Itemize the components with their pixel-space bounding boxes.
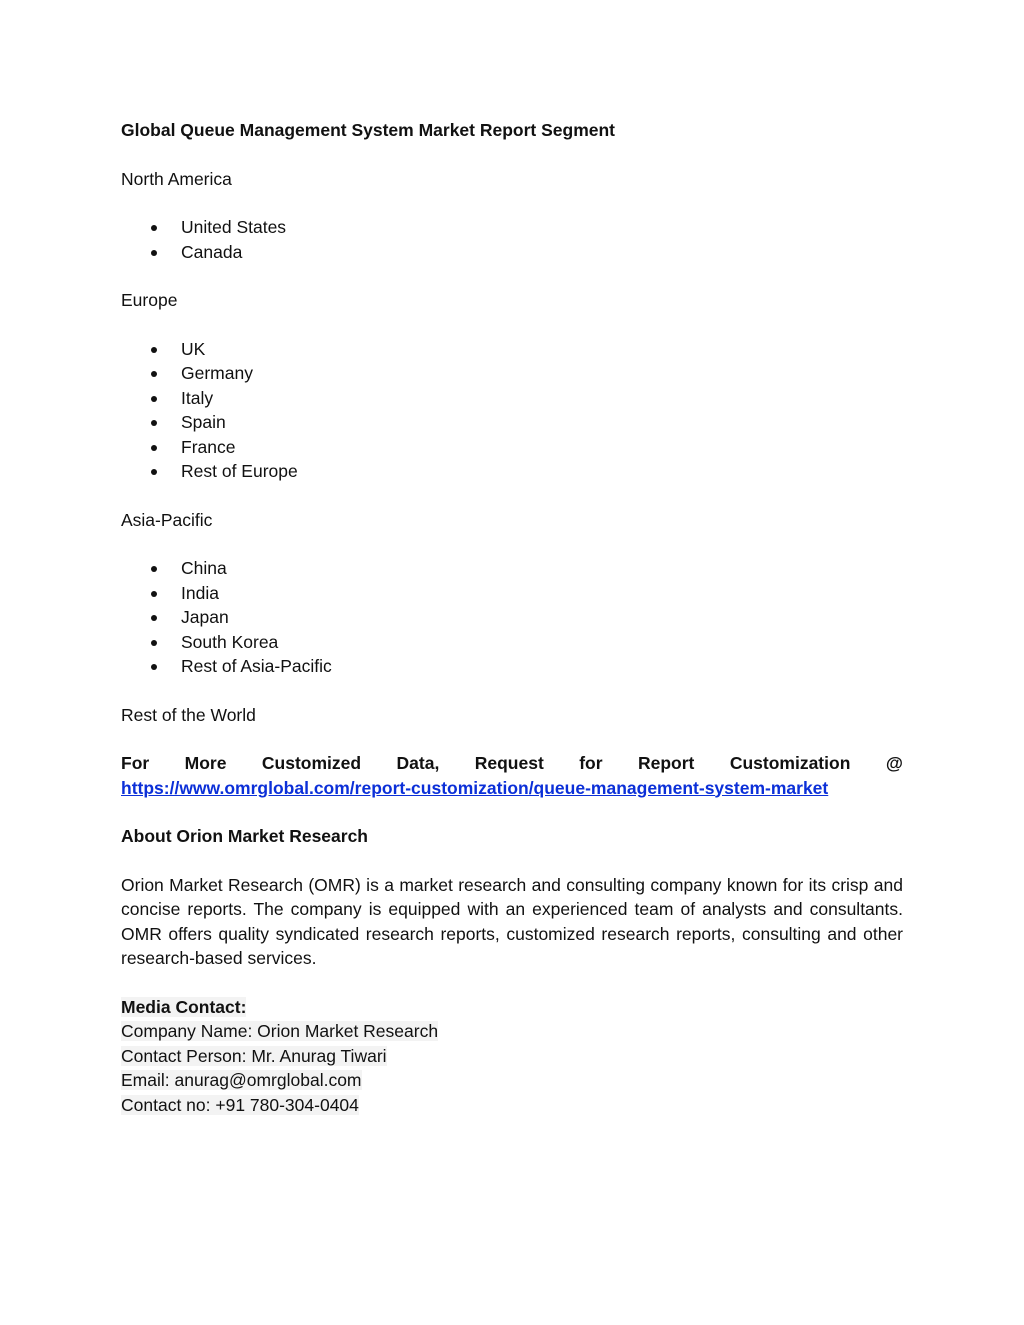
list-item: France bbox=[121, 435, 903, 460]
list-item: India bbox=[121, 581, 903, 606]
list-item: Rest of Asia-Pacific bbox=[121, 654, 903, 679]
region-heading-rest-of-world: Rest of the World bbox=[121, 704, 256, 725]
list-item: Japan bbox=[121, 605, 903, 630]
customization-word: More bbox=[184, 753, 227, 773]
list-item: Rest of Europe bbox=[121, 459, 903, 484]
list-item: Canada bbox=[121, 240, 903, 265]
customization-word: Request bbox=[474, 753, 544, 773]
customization-word: Customization bbox=[729, 753, 851, 773]
country-list-europe bbox=[121, 337, 903, 484]
bullet-icon bbox=[151, 445, 157, 451]
contact-email: Email: anurag@omrglobal.com bbox=[121, 1070, 362, 1090]
bullet-icon bbox=[151, 396, 157, 402]
contact-company: Company Name: Orion Market Research bbox=[121, 1021, 439, 1041]
region-heading-north-america: North America bbox=[121, 168, 232, 189]
media-contact-heading: Media Contact: bbox=[121, 996, 247, 1017]
customization-request bbox=[121, 751, 903, 800]
customization-word: Report bbox=[638, 753, 695, 773]
bullet-icon bbox=[151, 250, 157, 256]
list-item: Spain bbox=[121, 410, 903, 435]
country-list-asia-pacific bbox=[121, 556, 903, 679]
customization-word: For bbox=[121, 753, 150, 773]
customization-word: @ bbox=[885, 753, 903, 773]
country-list-north-america bbox=[121, 215, 903, 264]
document-page bbox=[121, 118, 903, 1117]
contact-person: Contact Person: Mr. Anurag Tiwari bbox=[121, 1045, 387, 1066]
contact-phone: Contact no: +91 780-304-0404 bbox=[121, 1094, 359, 1115]
customization-link[interactable]: https://www.omrglobal.com/report-customization/queue-management-system-market bbox=[121, 777, 829, 798]
about-paragraph: Orion Market Research (OMR) is a market research and consulting company known for its crisp and concise reports. The company is equipped with an experienced team of analysts and consultants. OMR offers quality syndicated research reports, customized research reports, consulting and other research-based services. bbox=[121, 874, 903, 968]
customization-word: Data, bbox=[396, 753, 440, 773]
list-item: Germany bbox=[121, 361, 903, 386]
bullet-icon bbox=[151, 664, 157, 670]
region-heading-europe: Europe bbox=[121, 290, 178, 310]
list-item: Italy bbox=[121, 386, 903, 411]
bullet-icon bbox=[151, 469, 157, 475]
about-heading: About Orion Market Research bbox=[121, 826, 368, 846]
customization-word: for bbox=[579, 753, 603, 773]
customization-word: Customized bbox=[261, 753, 362, 773]
bullet-icon bbox=[151, 591, 157, 597]
bullet-icon bbox=[151, 615, 157, 621]
list-item: UK bbox=[121, 337, 903, 362]
bullet-icon bbox=[151, 566, 157, 572]
report-segment-title: Global Queue Management System Market Report Segment bbox=[121, 120, 616, 140]
list-item: United States bbox=[121, 215, 903, 240]
list-item: South Korea bbox=[121, 630, 903, 655]
bullet-icon bbox=[151, 225, 157, 231]
bullet-icon bbox=[151, 371, 157, 377]
customization-text bbox=[121, 751, 903, 776]
list-item: China bbox=[121, 556, 903, 581]
media-contact-block bbox=[121, 995, 903, 1118]
region-heading-asia-pacific: Asia-Pacific bbox=[121, 509, 213, 530]
bullet-icon bbox=[151, 420, 157, 426]
bullet-icon bbox=[151, 347, 157, 353]
bullet-icon bbox=[151, 640, 157, 646]
